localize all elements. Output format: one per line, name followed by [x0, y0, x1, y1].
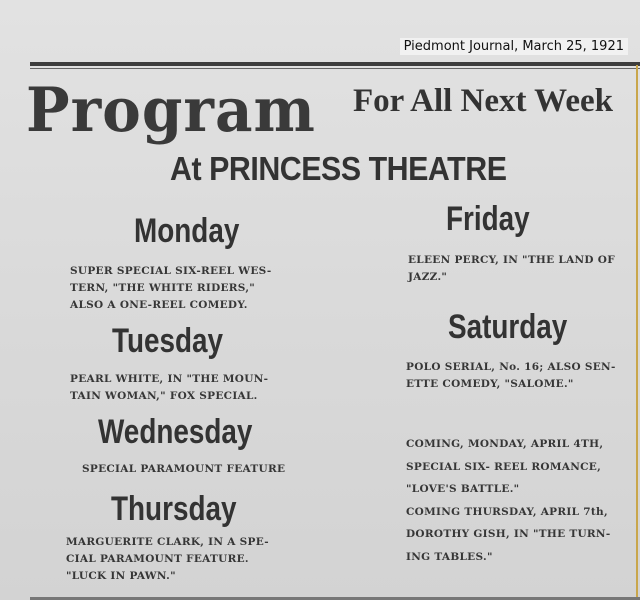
right-edge-rule	[636, 65, 638, 600]
day-saturday: Saturday	[448, 308, 568, 346]
day-tuesday: Tuesday	[112, 322, 224, 360]
coming-attractions	[406, 433, 610, 568]
day-thursday: Thursday	[111, 490, 237, 528]
tuesday-line: TAIN WOMAN," FOX SPECIAL.	[70, 390, 258, 402]
friday-line: ELEEN PERCY, IN "THE LAND OF	[408, 254, 615, 266]
saturday-description	[406, 359, 616, 393]
for-all-next-week-heading: For All Next Week	[353, 83, 614, 119]
monday-line: SUPER SPECIAL SIX-REEL WES-	[70, 265, 272, 277]
coming-line: DOROTHY GISH, IN "THE TURN-	[406, 528, 611, 540]
day-wednesday: Wednesday	[98, 413, 253, 451]
saturday-line: ETTE COMEDY, "SALOME."	[406, 378, 574, 390]
coming-line: COMING, MONDAY, APRIL 4TH,	[406, 438, 604, 450]
friday-line: JAZZ."	[408, 271, 448, 283]
thursday-line: MARGUERITE CLARK, IN A SPE-	[66, 536, 269, 548]
theatre-heading: At PRINCESS THEATRE	[170, 150, 507, 187]
monday-line: TERN, "THE WHITE RIDERS,"	[70, 282, 256, 294]
wednesday-description	[82, 461, 285, 478]
source-caption: Piedmont Journal, March 25, 1921	[400, 38, 628, 55]
program-heading: Program	[26, 74, 316, 146]
saturday-line: POLO SERIAL, No. 16; ALSO SEN-	[406, 361, 616, 373]
wednesday-line: SPECIAL PARAMOUNT FEATURE	[82, 463, 286, 475]
friday-description	[408, 252, 615, 286]
day-monday: Monday	[134, 212, 240, 250]
monday-line: ALSO A ONE-REEL COMEDY.	[70, 299, 248, 311]
coming-line: SPECIAL SIX- REEL ROMANCE,	[406, 460, 602, 473]
thursday-description	[66, 534, 269, 585]
top-rule	[30, 62, 640, 66]
monday-description	[70, 263, 272, 314]
thursday-line: CIAL PARAMOUNT FEATURE.	[66, 553, 249, 565]
coming-line: "LOVE'S BATTLE."	[406, 483, 520, 495]
tuesday-description	[70, 371, 268, 405]
coming-line: ING TABLES."	[406, 550, 493, 563]
tuesday-line: PEARL WHITE, IN "THE MOUN-	[70, 373, 269, 385]
day-friday: Friday	[446, 200, 530, 238]
thursday-line: "LUCK IN PAWN."	[66, 570, 176, 582]
coming-line: COMING THURSDAY, APRIL 7th,	[406, 505, 608, 518]
top-rule-thin	[30, 68, 640, 69]
